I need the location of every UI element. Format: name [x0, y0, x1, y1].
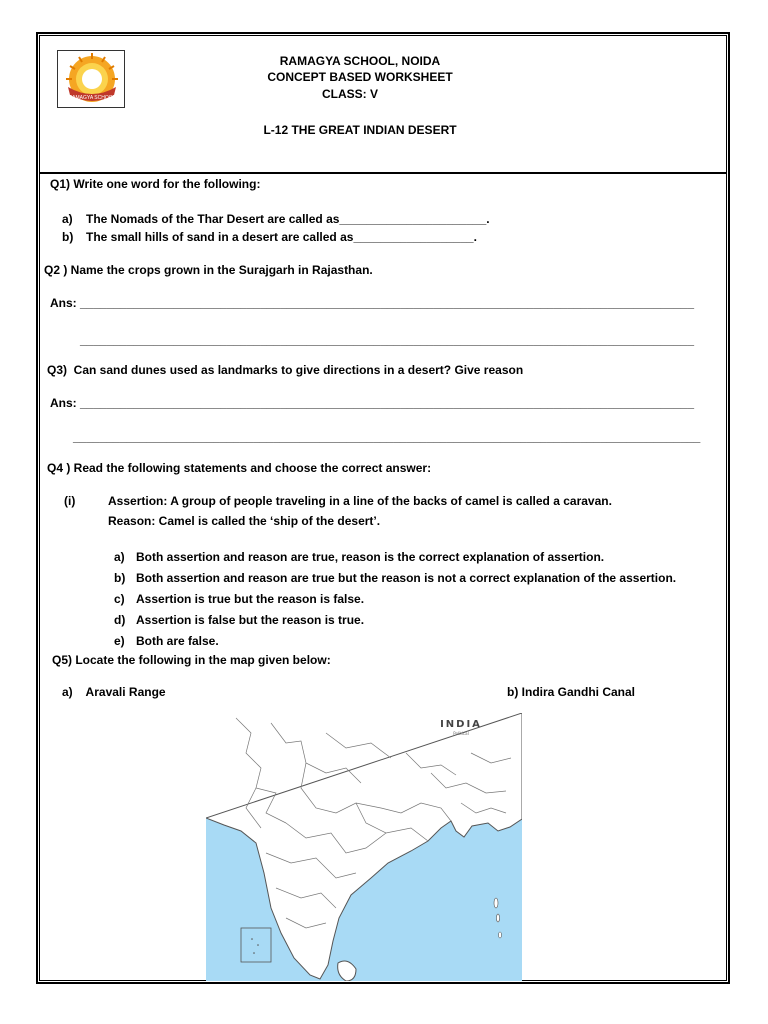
- header-divider: [39, 172, 727, 174]
- q4-option-e-marker: e): [114, 634, 125, 648]
- q2-question: Q2 ) Name the crops grown in the Surajgarh in Rajasthan.: [44, 263, 373, 277]
- school-logo: [57, 50, 125, 108]
- q4-option-a: Both assertion and reason are true, reason is the correct explanation of assertion.: [136, 550, 605, 564]
- q4-option-c-marker: c): [114, 592, 125, 606]
- map-title: INDIA: [440, 719, 482, 730]
- q1b-text: The small hills of sand in a desert are called as__________________.: [86, 230, 477, 244]
- q4-option-e: Both are false.: [136, 634, 219, 648]
- q2-answer-line-1: Ans: ____________________________________________________________________________________________: [50, 296, 694, 310]
- school-name: RAMAGYA SCHOOL, NOIDA: [279, 54, 441, 68]
- q1-question: Q1) Write one word for the following:: [50, 177, 261, 191]
- worksheet-title: CONCEPT BASED WORKSHEET: [267, 70, 453, 84]
- q1a-marker: a): [62, 212, 73, 226]
- q5-item-b: b) Indira Gandhi Canal: [507, 685, 636, 699]
- q3-answer-line-2: ______________________________________________________________________________________________: [73, 430, 701, 444]
- q4-item-marker: (i): [64, 494, 76, 508]
- map-subtitle: Political: [453, 731, 469, 736]
- q4-option-b: Both assertion and reason are true but the reason is not a correct explanation of the assertion.: [136, 571, 677, 585]
- q4-question: Q4 ) Read the following statements and choose the correct answer:: [47, 461, 432, 475]
- q4-option-c: Assertion is true but the reason is false.: [136, 592, 365, 606]
- q4-option-d: Assertion is false but the reason is true.: [136, 613, 365, 627]
- q5-question: Q5) Locate the following in the map given below:: [52, 653, 331, 667]
- q4-reason: Reason: Camel is called the ‘ship of the desert’.: [108, 514, 381, 528]
- q4-option-b-marker: b): [114, 571, 126, 585]
- q4-option-a-marker: a): [114, 550, 125, 564]
- india-map: [206, 713, 522, 981]
- logo-text: RAMAGYA SCHOOL: [68, 95, 116, 101]
- lesson-title: L-12 THE GREAT INDIAN DESERT: [263, 123, 457, 137]
- q4-option-d-marker: d): [114, 613, 126, 627]
- q1a-text: The Nomads of the Thar Desert are called as______________________.: [86, 212, 490, 226]
- q3-question: Q3) Can sand dunes used as landmarks to give directions in a desert? Give reason: [47, 363, 524, 377]
- q4-assertion: Assertion: A group of people traveling in a line of the backs of camel is called a caravan.: [108, 494, 612, 508]
- q1b-marker: b): [62, 230, 74, 244]
- q3-answer-line-1: Ans: ____________________________________________________________________________________________: [50, 396, 694, 410]
- class-label: CLASS: V: [321, 87, 378, 101]
- q5-item-a: a) Aravali Range: [62, 685, 166, 699]
- q2-answer-line-2: ____________________________________________________________________________________________: [80, 333, 694, 347]
